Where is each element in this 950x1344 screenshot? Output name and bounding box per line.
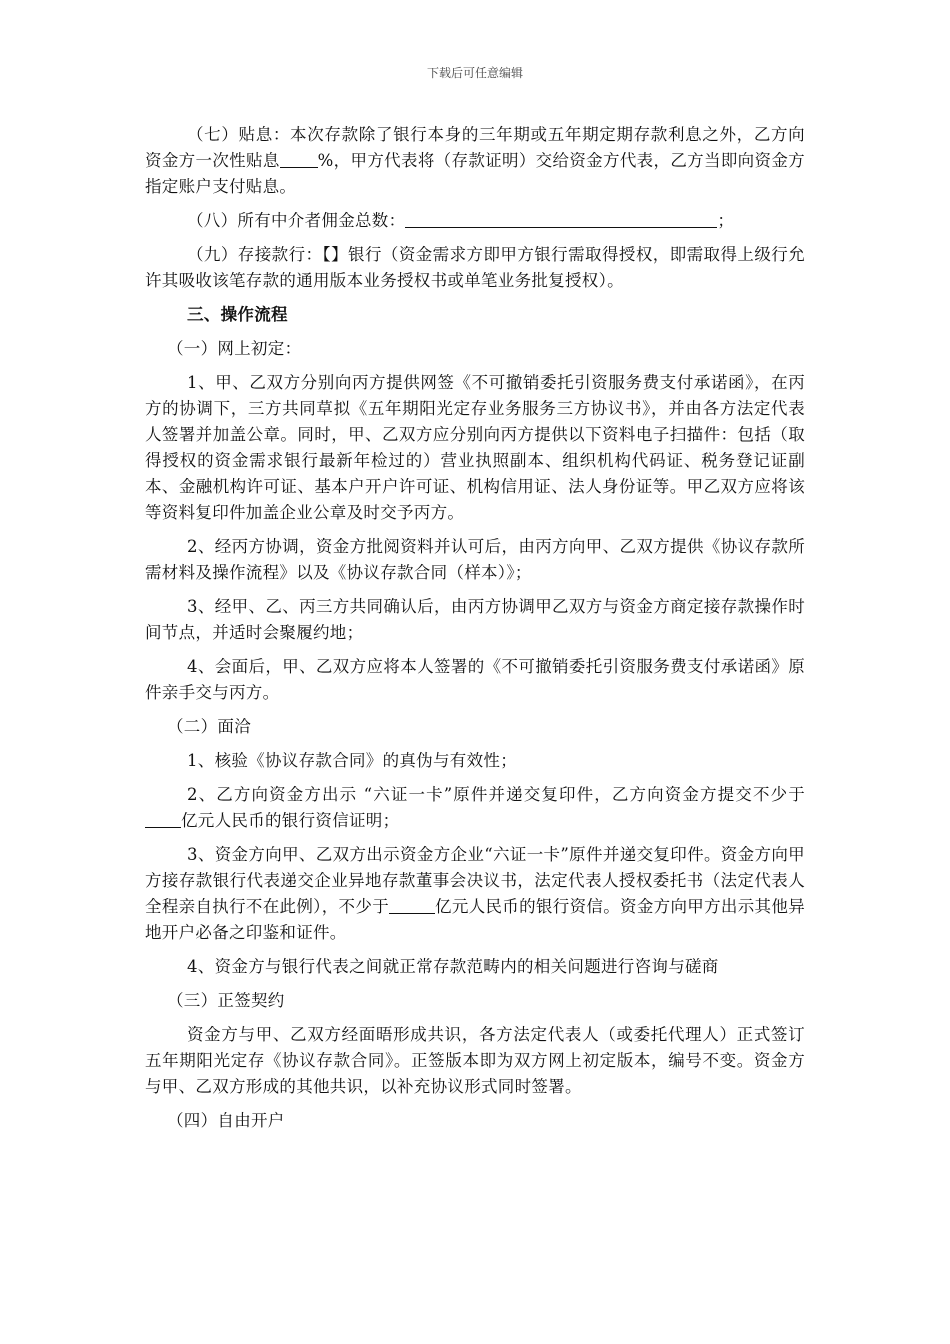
paragraph-meeting-3: 3、资金方向甲、乙双方出示资金方企业“六证一卡”原件并递交复印件。资金方向甲方接存款银行代表递交企业异地存款董事会决议书，法定代表人授权委托书（法定代表人全程亲自执行不在此例），不少于 亿元人民币的银行资信。资金方向甲方出示其他异地开户必备之印鉴和证件。 [145,845,805,942]
paragraph-meeting-2: 2、乙方向资金方出示 “六证一卡”原件并递交复印件，乙方向资金方提交不少于亿元人民币的银行资信证明； [145,782,805,834]
blank-amount-2 [389,897,435,914]
subheading-signing: （三）正签契约 [167,991,285,1010]
paragraph-commission: （八）所有中介者佣金总数： ； [187,211,735,230]
paragraph-interest: （七）贴息：本次存款除了银行本身的三年期或五年期定期存款利息之外，乙方向资金方一次性贴息 %，甲方代表将（存款证明）交给资金方代表，乙方当即向资金方指定账户支付贴息。 [145,125,805,196]
paragraph-step-3: 3、经甲、乙、丙三方共同确认后，由丙方协调甲乙双方与资金方商定接存款操作时间节点，并适时会聚履约地； [145,597,805,642]
document-body [145,122,805,1142]
paragraph-step-4: 4、会面后，甲、乙双方应将本人签署的《不可撤销委托引资服务费支付承诺函》原件亲手交与丙方。 [145,657,805,702]
blank-interest-rate [280,151,318,168]
blank-commission-total [405,211,717,228]
paragraph-meeting-1: 1、核验《协议存款合同》的真伪与有效性； [187,751,517,770]
paragraph-signing: 资金方与甲、乙双方经面晤形成共识，各方法定代表人（或委托代理人）正式签订五年期阳光定存《协议存款合同》。正签版本即为双方网上初定版本，编号不变。资金方与甲、乙双方形成的其他共识，以补充协议形式同时签署。 [145,1025,805,1096]
paragraph-meeting-4: 4、资金方与银行代表之间就正常存款范畴内的相关问题进行咨询与磋商 [187,957,719,976]
subheading-online: （一）网上初定： [167,339,302,358]
blank-amount-1 [145,811,181,828]
subheading-account: （四）自由开户 [167,1111,285,1130]
page-header: 下载后可任意编辑 [426,66,523,80]
paragraph-step-2: 2、经丙方协调，资金方批阅资料并认可后，由丙方向甲、乙双方提供《协议存款所需材料及操作流程》以及《协议存款合同（样本）》； [145,537,805,582]
subheading-meeting: （二）面洽 [167,717,251,736]
paragraph-step-1: 1、甲、乙双方分别向丙方提供网签《不可撤销委托引资服务费支付承诺函》，在丙方的协调下，三方共同草拟《五年期阳光定存业务服务三方协议书》，并由各方法定代表人签署并加盖公章。同时，甲、乙双方应分别向丙方提供以下资料电子扫描件：包括（取得授权的资金需求银行最新年检过的）营业执照副本、组织机构代码证、税务登记证副本、金融机构许可证、基本户开户许可证、机构信用证、法人身份证等。甲乙双方应将该等资料复印件加盖企业公章及时交予丙方。 [145,373,805,522]
paragraph-deposit-bank: （九）存接款行：【】银行（资金需求方即甲方银行需取得授权，即需取得上级行允许其吸收该笔存款的通用版本业务授权书或单笔业务批复授权）。 [145,245,805,290]
section-heading-process: 三、操作流程 [187,305,288,324]
